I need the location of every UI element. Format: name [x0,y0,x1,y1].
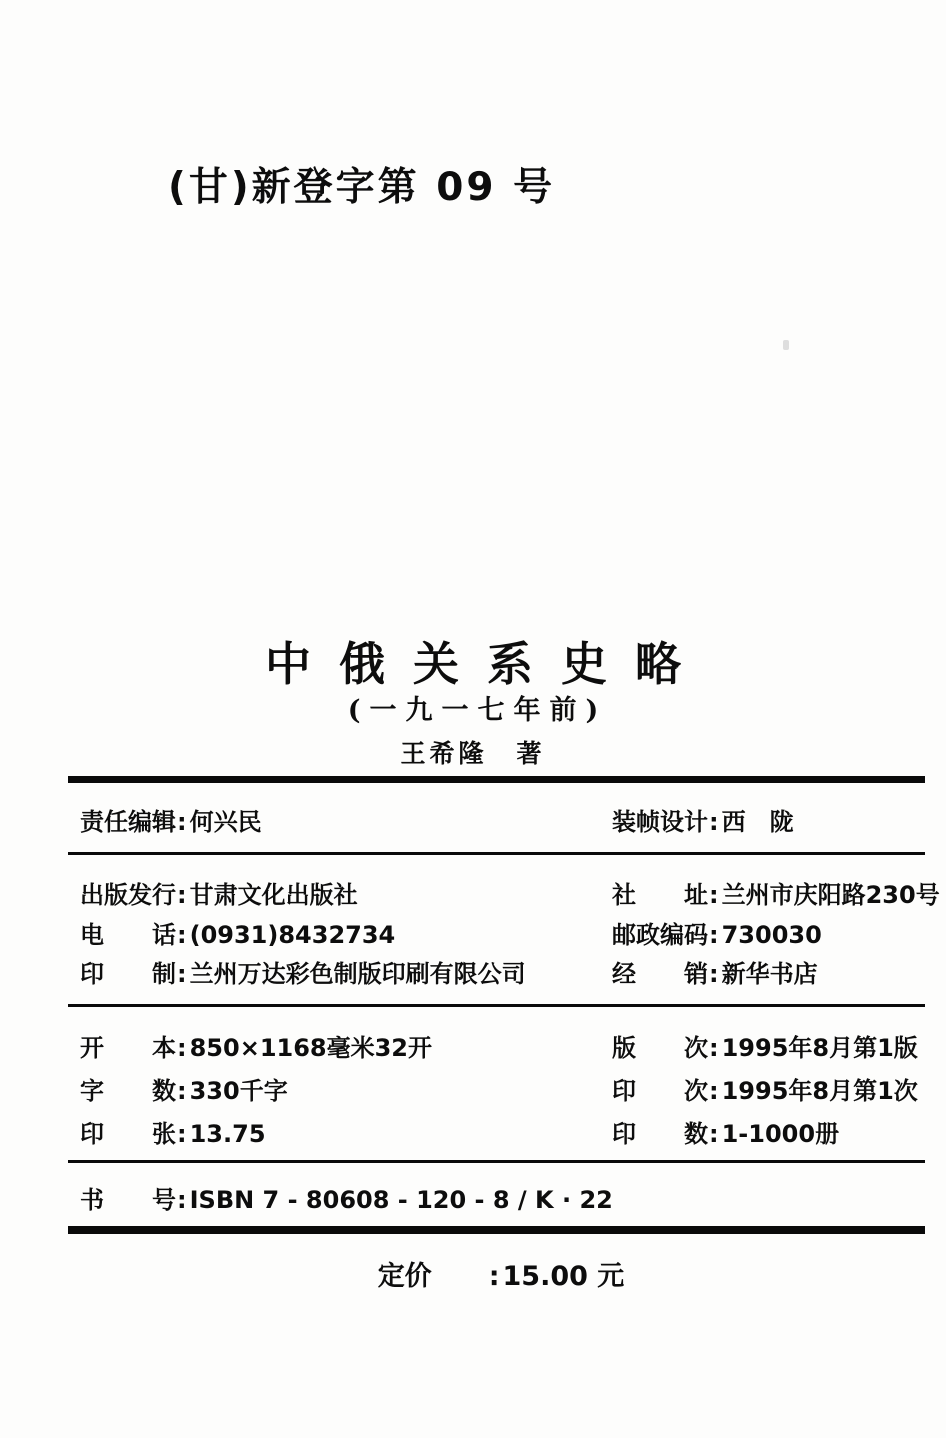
colophon-row-edition [612,1034,918,1063]
field-label: 版次 [612,1034,708,1062]
colon-separator: : [177,808,187,836]
field-label: 电话 [80,921,176,949]
colophon-row-impression [612,1077,918,1106]
colon-separator: : [709,808,719,836]
colon-separator: : [177,1120,187,1148]
colon-separator: : [177,960,187,988]
field-value: ISBN 7 - 80608 - 120 - 8 / K · 22 [189,1186,613,1214]
divider-thin-3 [68,1160,925,1163]
field-value: 西 陇 [721,808,794,836]
colophon-row-word-count [80,1077,288,1106]
scan-artifact [783,340,789,350]
divider-thick-top [68,776,925,783]
field-value: 新华书店 [721,960,818,988]
field-label: 印制 [80,960,176,988]
colon-separator: : [709,1034,719,1062]
field-label: 书号 [80,1186,176,1214]
colon-separator: : [709,960,719,988]
colophon-row-print-run [612,1120,839,1149]
colophon-row-sheets [80,1120,266,1149]
colophon-row-design [612,808,794,837]
field-value: 730030 [721,921,822,949]
colon-separator: : [177,881,187,909]
field-label: 印数 [612,1120,708,1148]
field-value: 1995年8月第1次 [721,1077,918,1105]
colophon-row-publisher [80,881,358,910]
colophon-row-editor [80,808,262,837]
colophon-row-phone [80,921,395,950]
book-title: 中俄关系史略 [265,637,709,691]
field-value: 1995年8月第1版 [721,1034,918,1062]
field-value: 1-1000册 [721,1120,840,1148]
colon-separator: : [177,921,187,949]
colon-separator: : [177,1034,187,1062]
book-author: 王希隆 著 [400,739,546,768]
field-label: 责任编辑 [80,808,176,836]
field-value: 330千字 [189,1077,288,1105]
field-label: 开本 [80,1034,176,1062]
colon-separator: : [488,1261,500,1292]
field-label: 装帧设计 [612,808,708,836]
colon-separator: : [709,1077,719,1105]
book-subtitle: (一九一七年前) [347,695,608,726]
field-label: 社址 [612,881,708,909]
price-line [0,1254,946,1293]
colon-separator: : [709,881,719,909]
colon-separator: : [709,1120,719,1148]
field-value: 兰州市庆阳路230号 [721,881,940,909]
field-label: 印次 [612,1077,708,1105]
field-label: 字数 [80,1077,176,1105]
field-value: 13.75 [189,1120,266,1148]
field-label: 经销 [612,960,708,988]
registration-line: (甘)新登字第 09 号 [168,165,556,210]
divider-thin-2 [68,1004,925,1007]
field-label: 出版发行 [80,881,176,909]
field-label: 印张 [80,1120,176,1148]
price-value: 15.00 元 [502,1261,625,1292]
field-value: 甘肃文化出版社 [189,881,358,909]
colophon-row-postcode [612,921,822,950]
colophon-row-address [612,881,940,910]
colophon-row-format [80,1034,432,1063]
divider-thick-bottom [68,1226,925,1234]
divider-thin-1 [68,852,925,855]
price-label: 定价 [377,1261,432,1292]
field-label: 邮政编码 [612,921,708,949]
colophon-row-printer [80,960,526,989]
colophon-row-book-number [80,1186,613,1215]
colon-separator: : [709,921,719,949]
colon-separator: : [177,1186,187,1214]
field-value: 何兴民 [189,808,262,836]
field-value: (0931)8432734 [189,921,396,949]
colophon-row-distributor [612,960,818,989]
colon-separator: : [177,1077,187,1105]
field-value: 兰州万达彩色制版印刷有限公司 [189,960,526,988]
field-value: 850×1168毫米32开 [189,1034,433,1062]
